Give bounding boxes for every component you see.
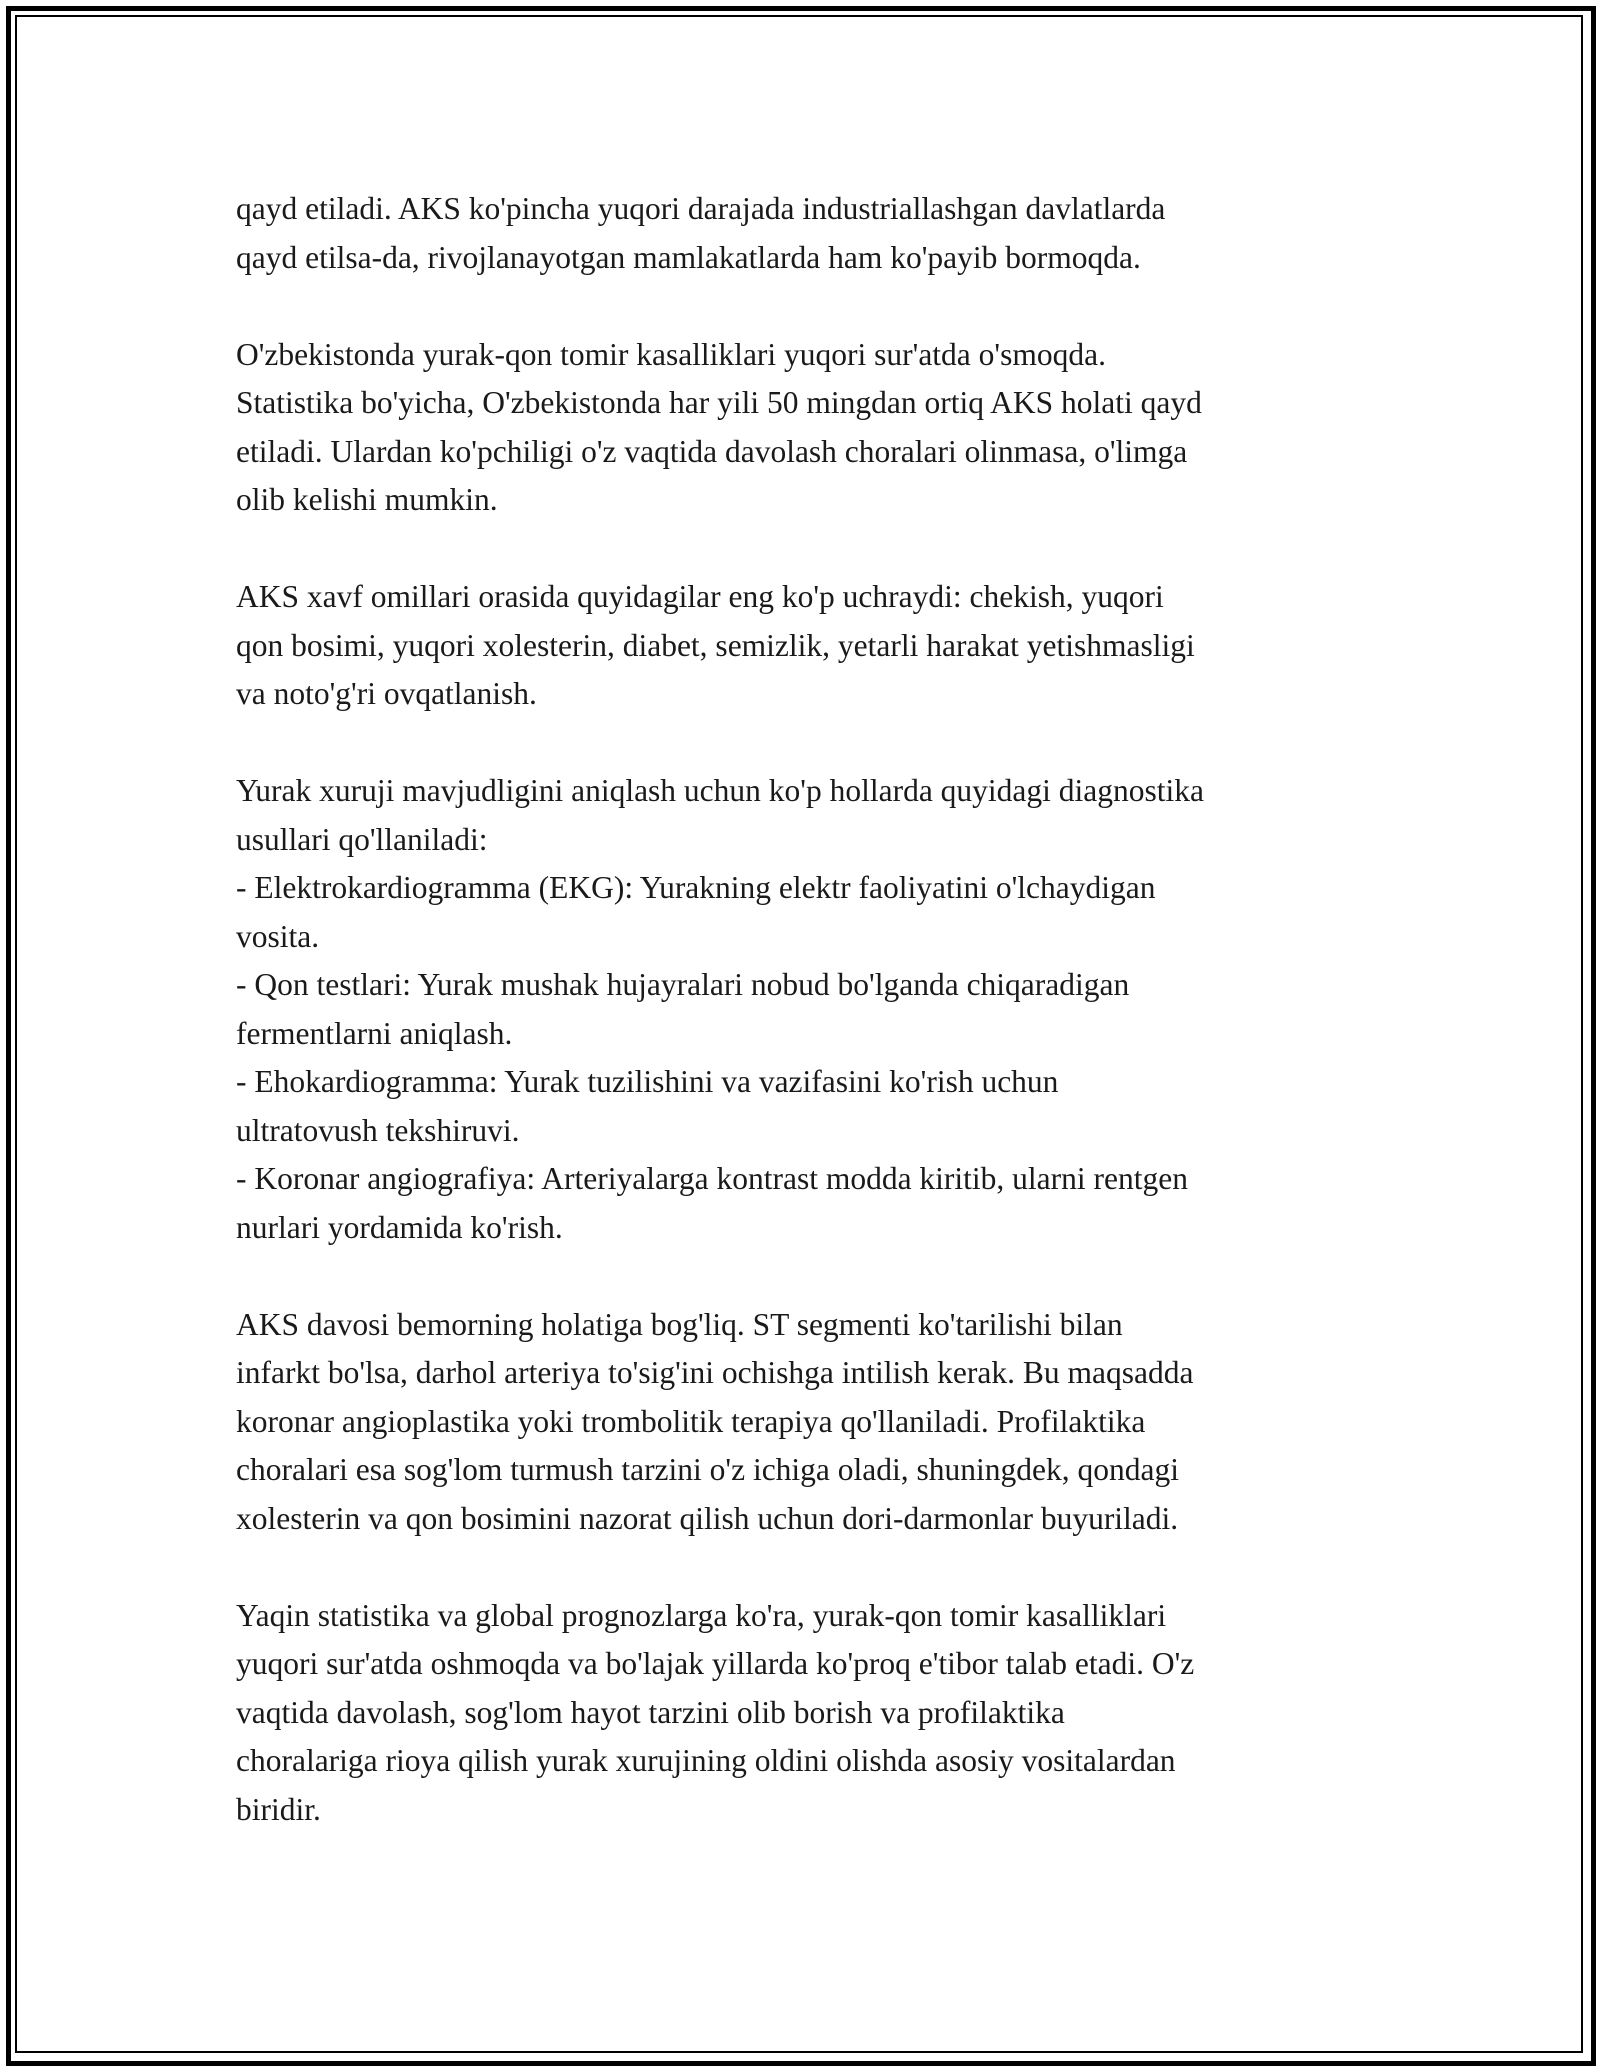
text-line: O'zbekistonda yurak-qon tomir kasalliklari yuqori sur'atda o'smoqda. [236, 336, 1106, 372]
text-line: - Elektrokardiogramma (EKG): Yurakning elektr faoliyatini o'lchaydigan [236, 870, 1156, 905]
text-line: ultratovush tekshiruvi. [236, 1112, 520, 1148]
text-line: vaqtida davolash, sog'lom hayot tarzini olib borish va profilaktika [236, 1694, 1065, 1730]
text-line: - Koronar angiografiya: Arteriyalarga kontrast modda kiritib, ularni rentgen [236, 1161, 1188, 1196]
paragraph [236, 767, 1396, 1252]
text-line: - Ehokardiogramma: Yurak tuzilishini va vazifasini ko'rish uchun [236, 1064, 1059, 1099]
text-line: infarkt bo'lsa, darhol arteriya to'sig'ini ochishga intilish kerak. Bu maqsadda [236, 1355, 1194, 1390]
text-line: fermentlarni aniqlash. [236, 1015, 513, 1051]
text-line: usullari qo'llaniladi: [236, 821, 488, 857]
text-line: Yaqin statistika va global prognozlarga ko'ra, yurak-qon tomir kasalliklari [236, 1597, 1167, 1633]
text-line: va noto'g'ri ovqatlanish. [236, 676, 537, 711]
paragraph [236, 185, 1396, 282]
text-line: choralariga rioya qilish yurak xurujining oldini olishda asosiy vositalardan [236, 1743, 1176, 1778]
paragraph [236, 1592, 1396, 1835]
text-line: Yurak xuruji mavjudligini aniqlash uchun ko'p hollarda quyidagi diagnostika [236, 773, 1205, 808]
text-line: xolesterin va qon bosimini nazorat qilish uchun dori-darmonlar buyuriladi. [236, 1500, 1179, 1536]
text-line: vosita. [236, 918, 320, 954]
text-line: olib kelishi mumkin. [236, 482, 498, 517]
paragraph [236, 573, 1396, 719]
text-line: koronar angioplastika yoki trombolitik terapiya qo'llaniladi. Profilaktika [236, 1403, 1146, 1439]
text-line: - Qon testlari: Yurak mushak hujayralari nobud bo'lganda chiqaradigan [236, 967, 1130, 1002]
text-line: qon bosimi, yuqori xolesterin, diabet, semizlik, yetarli harakat yetishmasligi [236, 627, 1195, 663]
text-line: nurlari yordamida ko'rish. [236, 1209, 563, 1245]
paragraph [236, 331, 1396, 525]
document-body [236, 185, 1396, 1834]
text-line: AKS davosi bemorning holatiga bog'liq. ST segmenti ko'tarilishi bilan [236, 1306, 1123, 1342]
text-line: Statistika bo'yicha, O'zbekistonda har yili 50 mingdan ortiq AKS holati qayd [236, 385, 1202, 420]
text-line: AKS xavf omillari orasida quyidagilar eng ko'p uchraydi: chekish, yuqori [236, 579, 1164, 614]
text-line: biridir. [236, 1791, 321, 1827]
paragraph [236, 1301, 1396, 1544]
text-line: qayd etiladi. AKS ko'pincha yuqori darajada industriallashgan davlatlarda [236, 191, 1166, 226]
text-line: choralari esa sog'lom turmush tarzini o'z ichiga oladi, shuningdek, qondagi [236, 1452, 1180, 1487]
text-line: yuqori sur'atda oshmoqda va bo'lajak yillarda ko'proq e'tibor talab etadi. O'z [236, 1646, 1195, 1681]
text-line: etiladi. Ulardan ko'pchiligi o'z vaqtida davolash choralari olinmasa, o'limga [236, 433, 1188, 469]
text-line: qayd etilsa-da, rivojlanayotgan mamlakatlarda ham ko'payib bormoqda. [236, 239, 1141, 275]
